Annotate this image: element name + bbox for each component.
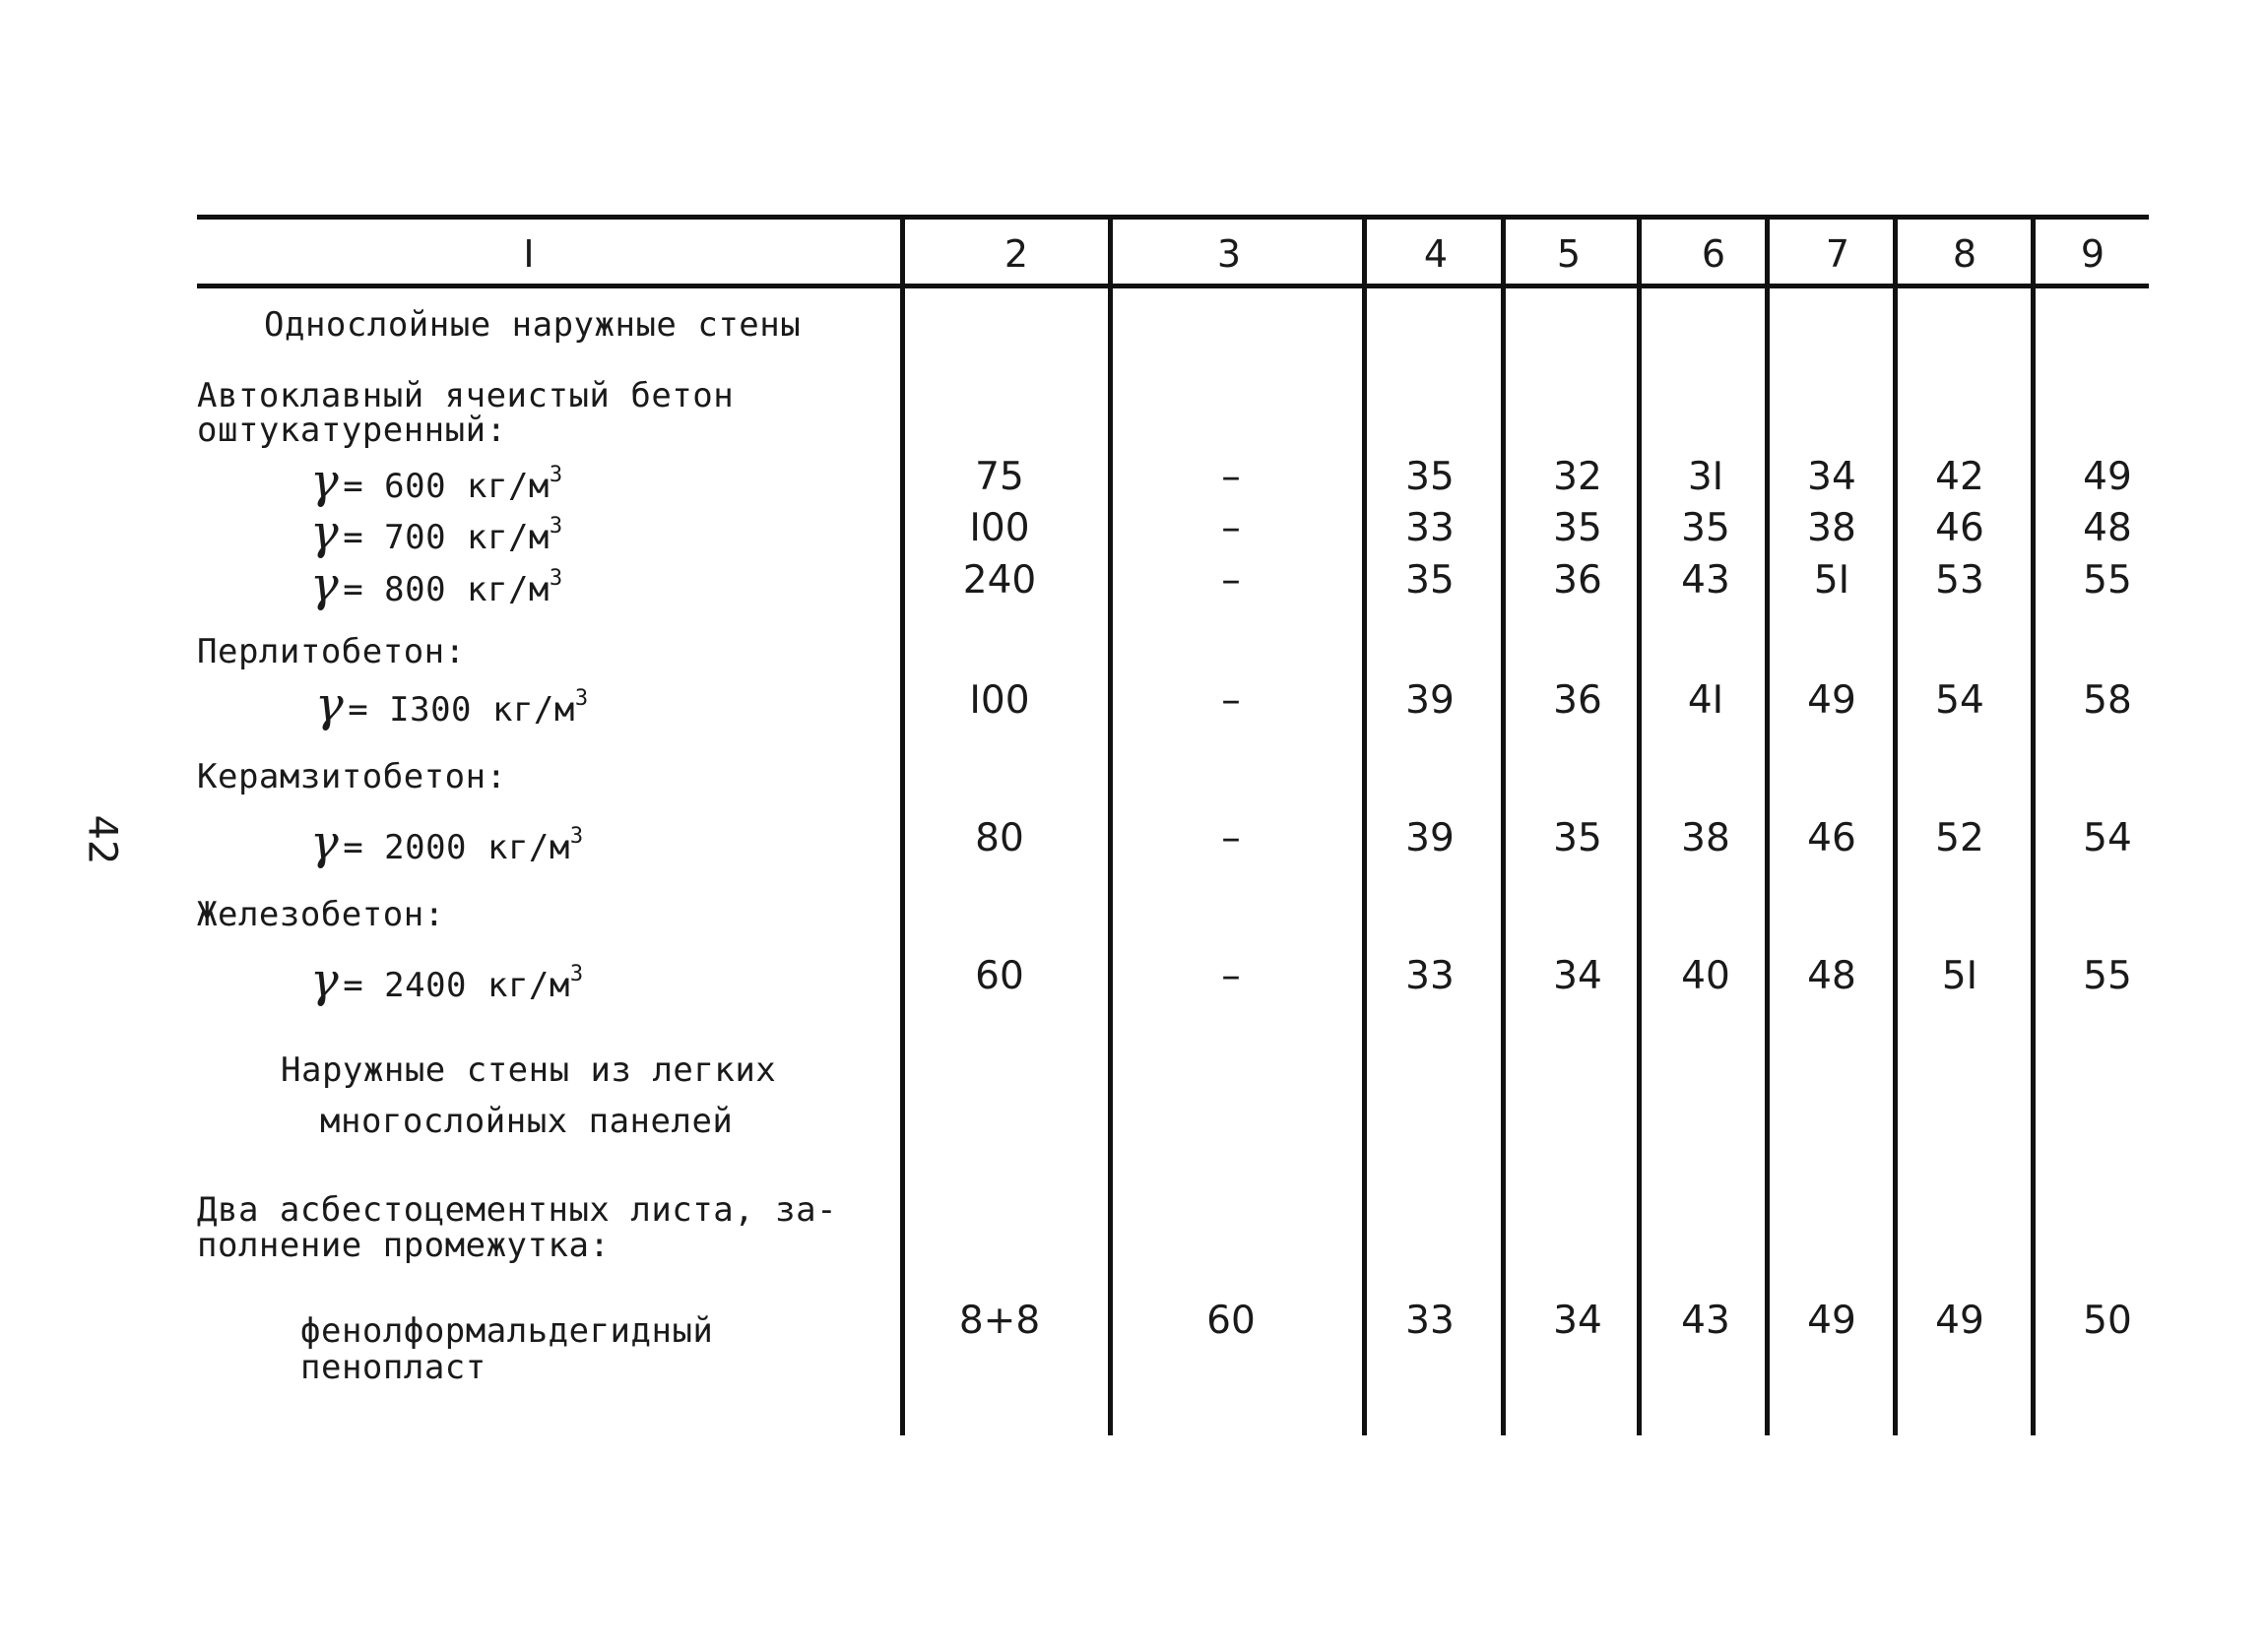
table-cell: 8+8 <box>958 1299 1041 1343</box>
table-cell: 38 <box>1681 816 1730 860</box>
table-cell: – <box>1221 506 1241 550</box>
table-cell: 60 <box>1206 1299 1256 1343</box>
row-label: фенолформальдегидный <box>300 1311 714 1351</box>
group-label: Керамзитобетон: <box>197 757 507 796</box>
group-label: Два асбестоцементных листа, за- <box>197 1190 838 1230</box>
column-header: 6 <box>1701 232 1726 276</box>
table-cell: 40 <box>1681 954 1730 998</box>
table-cell: 46 <box>1807 816 1856 860</box>
table-cell: – <box>1221 816 1241 860</box>
table-cell: 43 <box>1681 558 1730 603</box>
gamma-symbol: γ <box>310 505 340 560</box>
group-label: оштукатуренный: <box>197 411 507 450</box>
column-header: I <box>523 232 535 276</box>
table-cell: 5I <box>1941 954 1978 998</box>
row-label: γ = 700 $кг/м^3$ <box>310 505 563 560</box>
table-cell: 48 <box>1807 954 1856 998</box>
table-cell: 34 <box>1553 1299 1602 1343</box>
column-header: 7 <box>1825 232 1850 276</box>
table-header-rule <box>197 284 2149 288</box>
table-cell: 35 <box>1553 816 1602 860</box>
column-divider <box>1108 215 1113 1435</box>
column-header: 9 <box>2080 232 2105 276</box>
table-cell: 39 <box>1405 678 1455 723</box>
column-header: 2 <box>1004 232 1029 276</box>
table-cell: 55 <box>2083 558 2132 603</box>
table-cell: – <box>1221 455 1241 499</box>
row-label: γ = 2000 $кг/м^3$ <box>310 815 584 870</box>
gamma-symbol: γ <box>310 953 340 1008</box>
table-cell: 48 <box>2083 506 2132 550</box>
table-cell: 36 <box>1553 678 1602 723</box>
table-cell: 75 <box>975 455 1024 499</box>
table-cell: 49 <box>2083 455 2132 499</box>
table-cell: 32 <box>1553 455 1602 499</box>
section-heading: Наружные стены из легких <box>281 1050 777 1090</box>
table-cell: 35 <box>1405 558 1455 603</box>
table-cell: – <box>1221 954 1241 998</box>
table-cell: I00 <box>969 678 1030 723</box>
table-cell: 36 <box>1553 558 1602 603</box>
table-cell: 43 <box>1681 1299 1730 1343</box>
table-cell: – <box>1221 678 1241 723</box>
group-label: полнение промежутка: <box>197 1226 611 1265</box>
table-cell: 35 <box>1553 506 1602 550</box>
table-cell: – <box>1221 558 1241 603</box>
table-cell: 52 <box>1935 816 1984 860</box>
table-cell: 42 <box>1935 455 1984 499</box>
table-cell: 58 <box>2083 678 2132 723</box>
table-cell: 4I <box>1687 678 1724 723</box>
table-cell: 33 <box>1405 1299 1455 1343</box>
section-heading: многослойных панелей <box>320 1102 734 1141</box>
column-header: 3 <box>1216 232 1242 276</box>
table-cell: 34 <box>1807 455 1856 499</box>
table-cell: 50 <box>2083 1299 2132 1343</box>
table-cell: 38 <box>1807 506 1856 550</box>
table-cell: 46 <box>1935 506 1984 550</box>
row-label: пенопласт <box>300 1348 486 1387</box>
table-cell: 33 <box>1405 506 1455 550</box>
column-header: 5 <box>1556 232 1582 276</box>
table-cell: 49 <box>1935 1299 1984 1343</box>
row-label: γ = 800 $кг/м^3$ <box>310 557 563 612</box>
section-heading: Однослойные наружные стены <box>264 305 802 345</box>
table-cell: 49 <box>1807 1299 1856 1343</box>
row-label: γ = 600 $кг/м^3$ <box>310 454 563 509</box>
table-cell: 33 <box>1405 954 1455 998</box>
table-cell: 35 <box>1681 506 1730 550</box>
row-label: γ = 2400 $кг/м^3$ <box>310 953 584 1008</box>
gamma-symbol: γ <box>310 815 340 870</box>
table-cell: 80 <box>975 816 1024 860</box>
table-cell: I00 <box>969 506 1030 550</box>
table-cell: 34 <box>1553 954 1602 998</box>
gamma-symbol: γ <box>315 677 345 732</box>
group-label: Перлитобетон: <box>197 632 466 671</box>
group-label: Железобетон: <box>197 895 445 934</box>
table-cell: 53 <box>1935 558 1984 603</box>
table-cell: 49 <box>1807 678 1856 723</box>
page-number: 42 <box>79 814 125 865</box>
table-top-rule <box>197 215 2149 220</box>
table-cell: 54 <box>1935 678 1984 723</box>
table-cell: 35 <box>1405 455 1455 499</box>
row-label: γ = I300 $кг/м^3$ <box>315 677 589 732</box>
gamma-symbol: γ <box>310 557 340 612</box>
table-cell: 55 <box>2083 954 2132 998</box>
table-cell: 54 <box>2083 816 2132 860</box>
group-label: Автоклавный ячеистый бетон <box>197 376 735 415</box>
column-divider <box>900 215 905 1435</box>
column-header: 8 <box>1952 232 1977 276</box>
column-header: 4 <box>1423 232 1449 276</box>
table-cell: 240 <box>962 558 1037 603</box>
table-cell: 3I <box>1687 455 1724 499</box>
table-cell: 39 <box>1405 816 1455 860</box>
table-cell: 5I <box>1813 558 1850 603</box>
gamma-symbol: γ <box>310 454 340 509</box>
table-cell: 60 <box>975 954 1024 998</box>
